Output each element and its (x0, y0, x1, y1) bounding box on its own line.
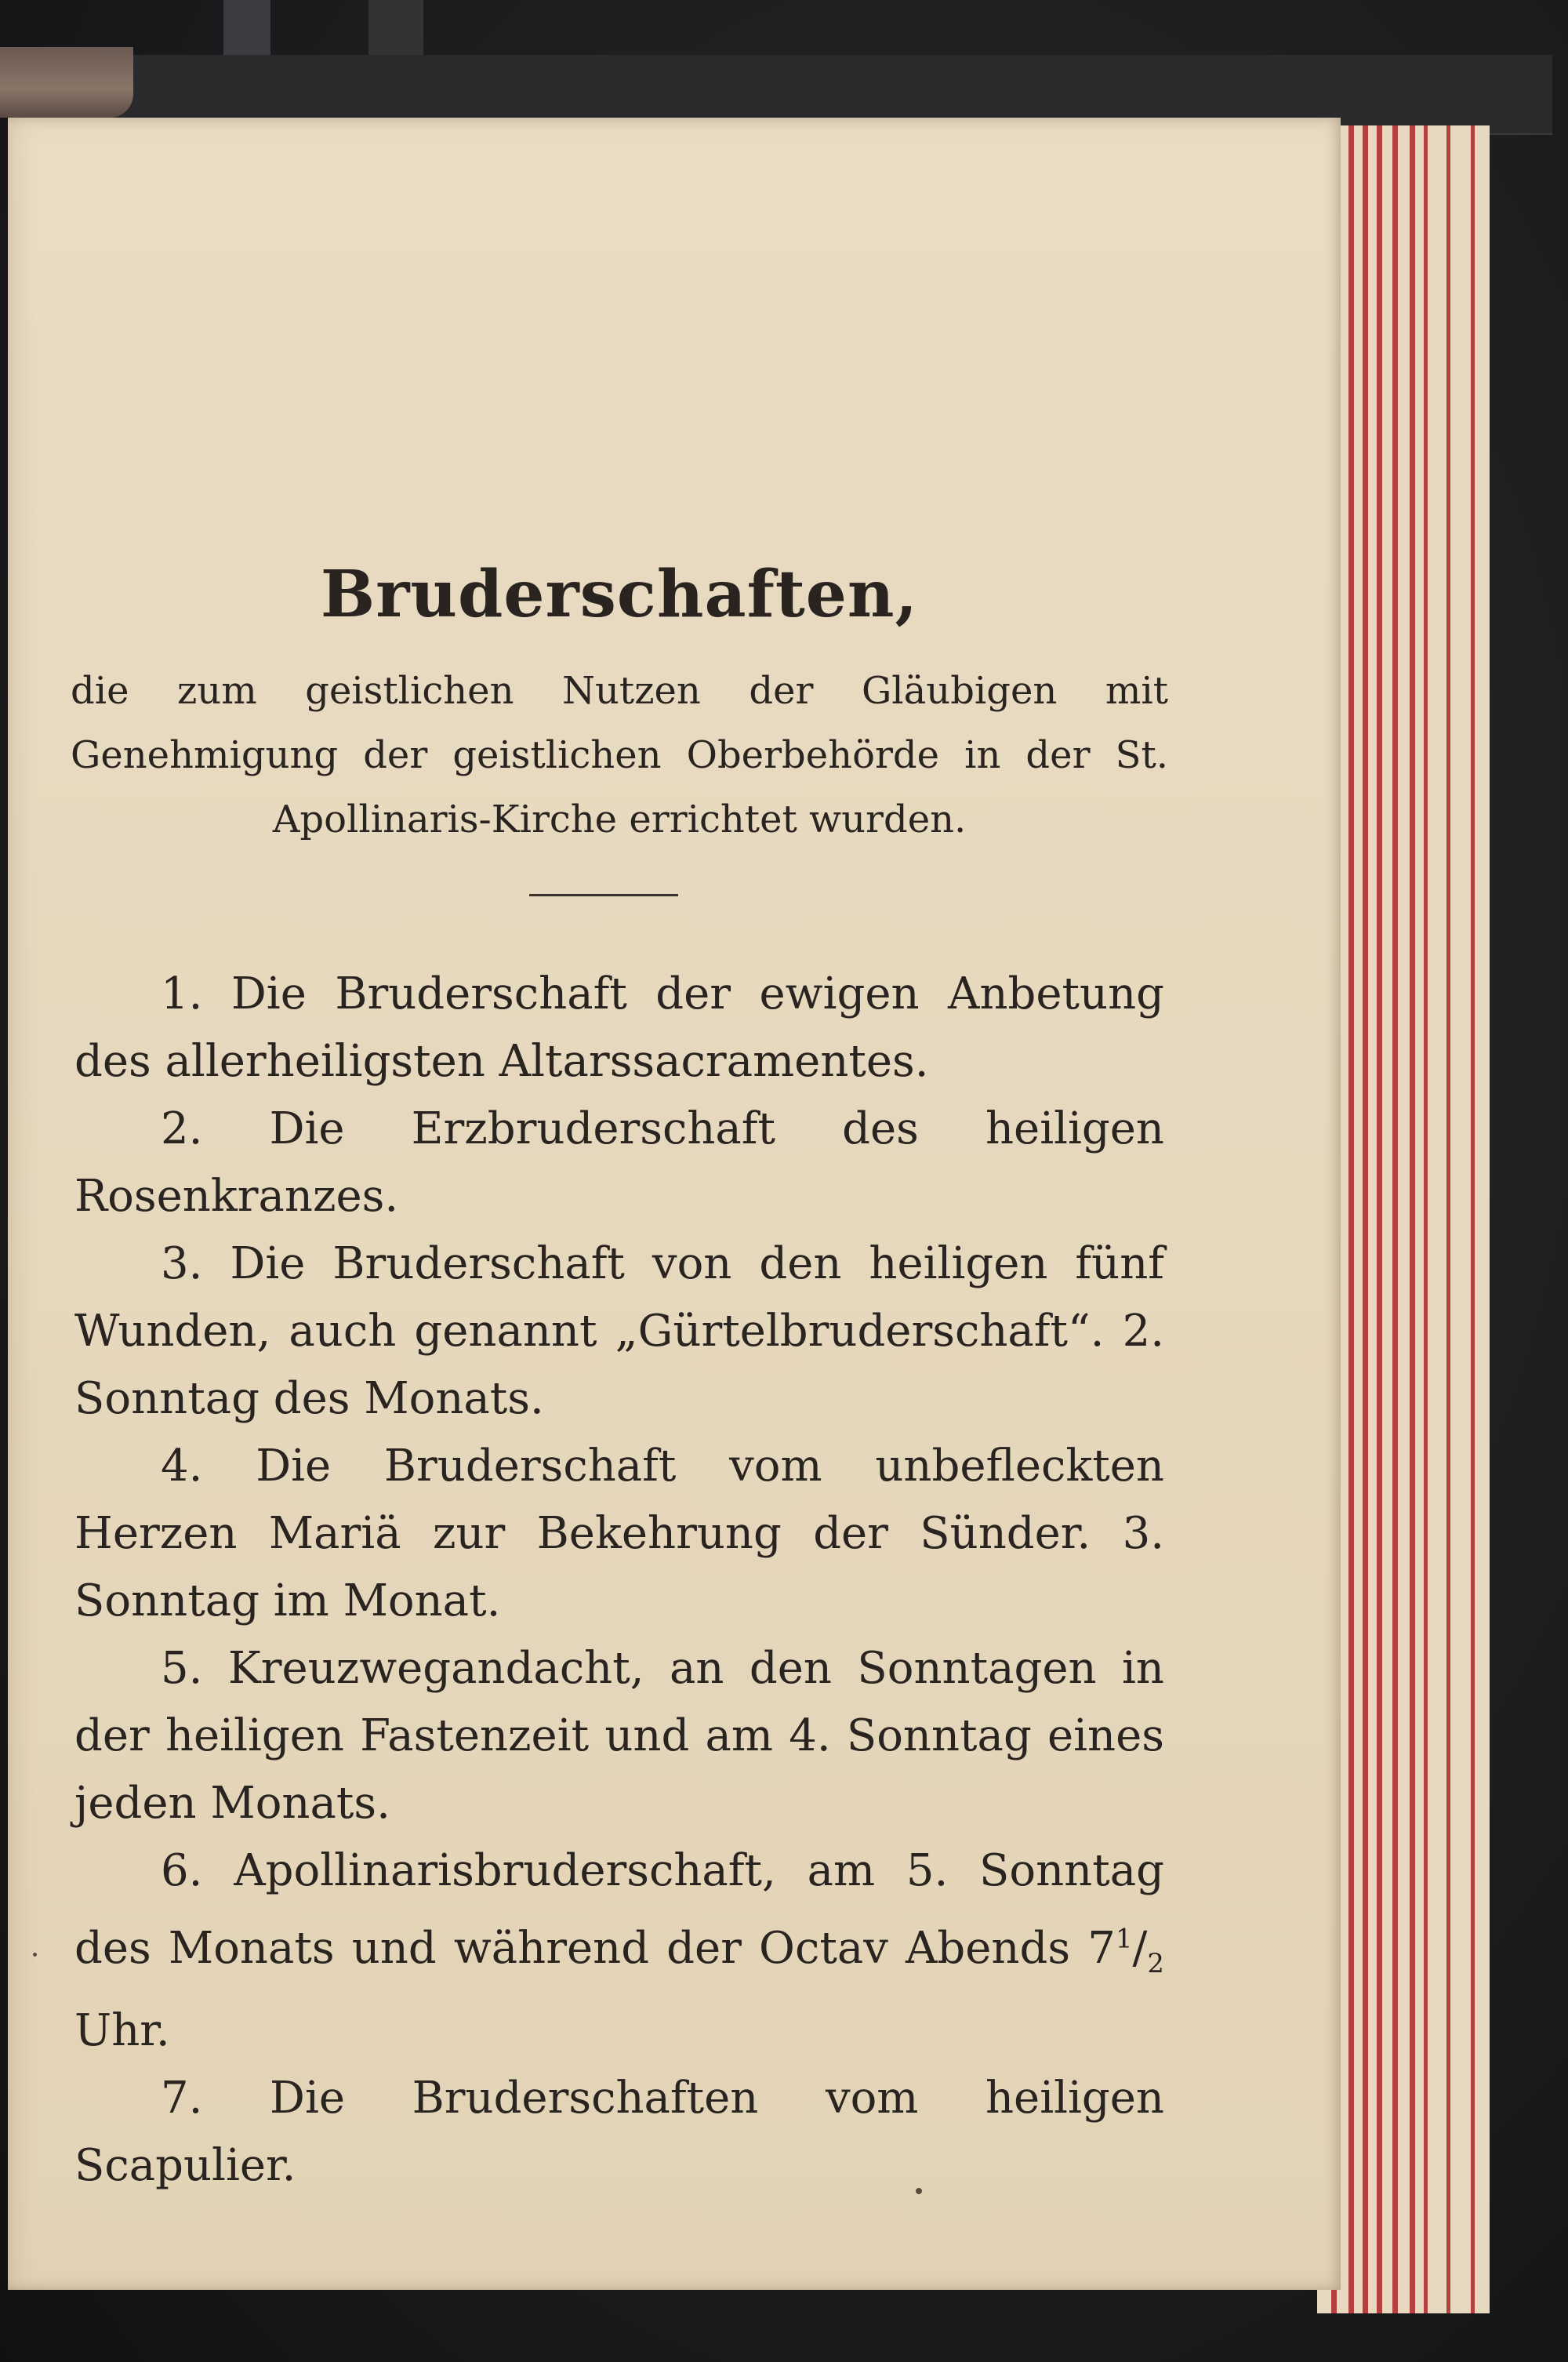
item-text-end: Uhr. (74, 2004, 170, 2056)
list-item (74, 1635, 1164, 1837)
book-page (8, 118, 1341, 2290)
item-number: 1. (161, 968, 203, 1019)
page-subtitle: die zum geistlichen Nutzen der Gläubigen mit Genehmigung der geistlichen Oberbehörde in der St. Apollinaris-Kirche errichtet wurden. (71, 669, 1168, 841)
time-fraction: $7^1/_2$ (1087, 1922, 1164, 1979)
spine-headband (0, 47, 133, 118)
fraternity-list (74, 961, 1164, 2200)
list-item (74, 1433, 1164, 1635)
list-item (74, 1230, 1164, 1433)
item-number: 6. (161, 1845, 203, 1896)
item-number: 7. (161, 2072, 203, 2124)
spine-rod (223, 0, 270, 55)
item-text: Die Bruderschaften vom heiligen Scapulier. (74, 2072, 1164, 2191)
list-item (74, 1837, 1164, 2065)
list-item (74, 1096, 1164, 1230)
item-text: Kreuzwegandacht, an den Sonntagen in der heiligen Fastenzeit und am 4. Sonntag eines jeden Monats. (74, 1643, 1164, 1829)
list-item (74, 961, 1164, 1096)
item-text: Die Bruderschaft vom unbefleckten Herzen Mariä zur Bekehrung der Sünder. 3. Sonntag im Monat. (74, 1441, 1164, 1626)
item-text: Die Bruderschaft von den heiligen fünf Wunden, auch genannt „Gürtelbruderschaft“. 2. Sonntag des Monats. (74, 1238, 1164, 1424)
list-item (74, 2065, 1164, 2200)
paper-speck (33, 1953, 37, 1957)
item-number: 2. (161, 1103, 203, 1154)
item-text: Apollinarisbruderschaft, am 5. Sonntag des Monats und während der Octav Abends (74, 1845, 1164, 1974)
page-edges (1317, 125, 1490, 2313)
item-number: 5. (161, 1643, 203, 1694)
item-text: Die Erzbruderschaft des heiligen Rosenkranzes. (74, 1103, 1164, 1222)
page-title: Bruderschaften, (320, 557, 919, 632)
item-number: 3. (161, 1238, 203, 1289)
item-text: Die Bruderschaft der ewigen Anbetung des allerheiligsten Altarssacramentes. (74, 968, 1164, 1087)
divider-rule (529, 894, 678, 896)
page-content (8, 118, 1341, 2290)
item-number: 4. (161, 1441, 203, 1492)
spine-rod-2 (368, 0, 423, 55)
paper-speck (916, 2188, 922, 2194)
